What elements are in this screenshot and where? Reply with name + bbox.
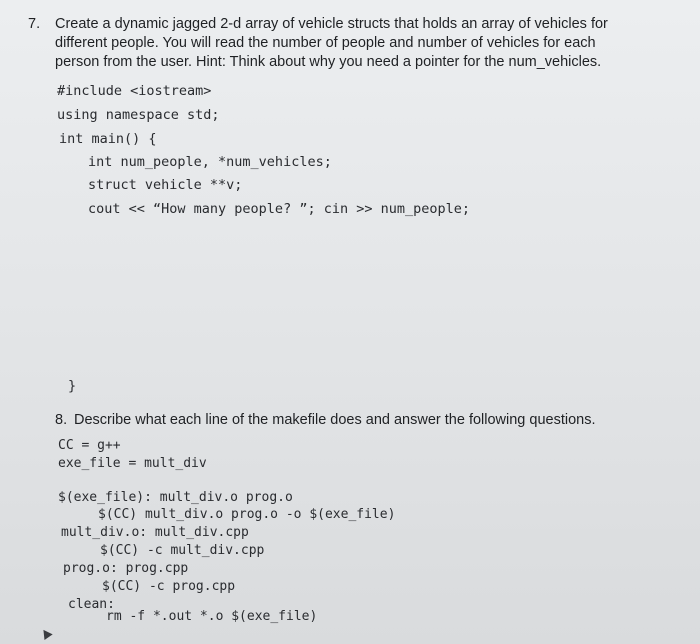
makefile-link-command: $(CC) mult_div.o prog.o -o $(exe_file) [98, 507, 396, 522]
q7-code-cout: cout << “How many people? ”; cin >> num_people; [88, 201, 471, 217]
q7-text-line-2: different people. You will read the number of people and number of vehicles for each [55, 35, 596, 51]
makefile-clean-command: rm -f *.out *.o $(exe_file) [106, 609, 318, 624]
q7-text-line-1: Create a dynamic jagged 2-d array of vehicle structs that holds an array of vehicles for [55, 16, 608, 32]
q8-prompt: Describe what each line of the makefile does and answer the following questions. [74, 412, 596, 428]
q8-number: 8. [55, 412, 68, 428]
makefile-target-exe: $(exe_file): mult_div.o prog.o [58, 490, 293, 505]
makefile-exe-file: exe_file = mult_div [58, 456, 207, 471]
q7-code-struct: struct vehicle **v; [88, 177, 243, 193]
q7-code-include: #include <iostream> [57, 83, 212, 99]
makefile-compile-mult-div: $(CC) -c mult_div.cpp [100, 543, 265, 558]
makefile-clean-target: clean: [68, 597, 115, 612]
makefile-target-prog: prog.o: prog.cpp [63, 561, 189, 576]
q7-code-main: int main() { [59, 131, 157, 147]
makefile-target-mult-div: mult_div.o: mult_div.cpp [61, 525, 249, 540]
makefile-cc: CC = g++ [58, 438, 121, 453]
q7-number: 7. [28, 16, 41, 32]
q7-code-namespace: using namespace std; [57, 107, 220, 123]
q7-code-declare: int num_people, *num_vehicles; [88, 154, 332, 170]
q7-text-line-3: person from the user. Hint: Think about why you need a pointer for the num_vehicles. [55, 54, 602, 70]
makefile-compile-prog: $(CC) -c prog.cpp [102, 579, 236, 594]
cursor-arrow-icon [39, 627, 52, 640]
q7-closing-brace: } [68, 378, 77, 394]
